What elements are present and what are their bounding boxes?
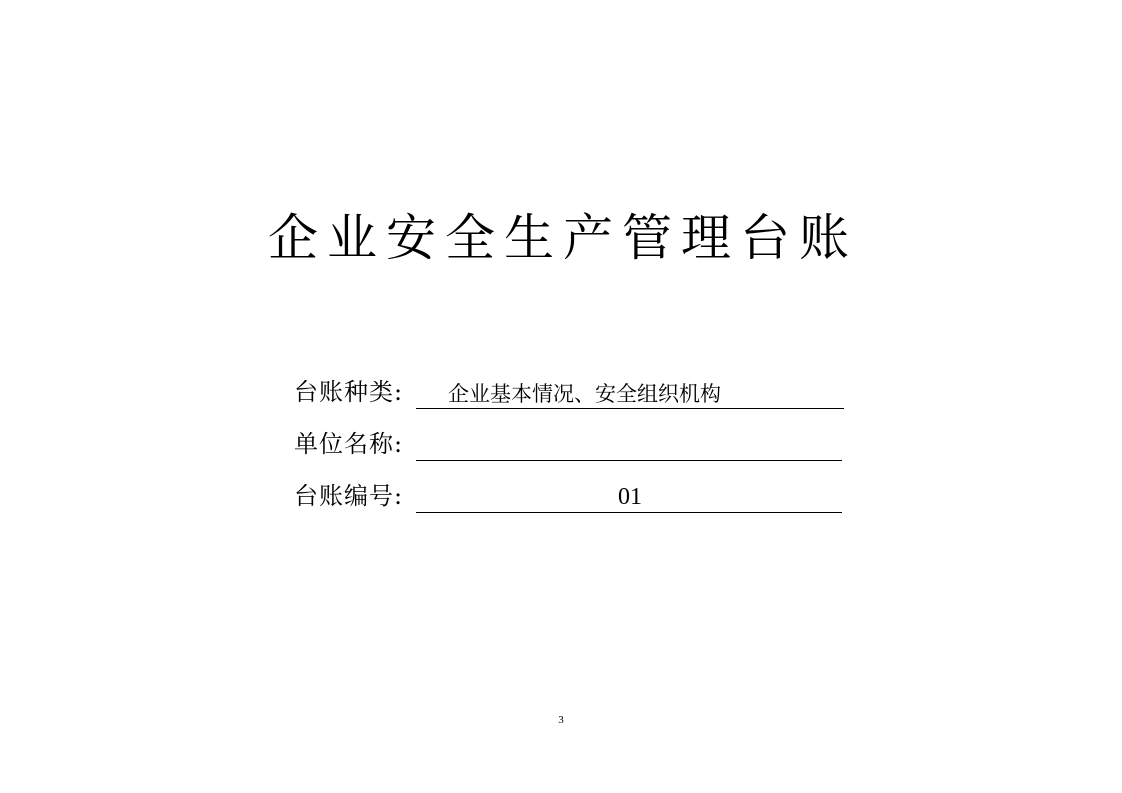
unit-name-label: 单位名称: <box>294 430 404 458</box>
ledger-type-value: 企业基本情况、安全组织机构 <box>448 382 721 406</box>
ledger-type-label: 台账种类: <box>294 378 404 406</box>
document-title: 企业安全生产管理台账 <box>268 209 858 267</box>
unit-name-row <box>294 424 854 464</box>
ledger-number-row <box>294 476 854 516</box>
ledger-number-label: 台账编号: <box>294 482 404 510</box>
ledger-type-row <box>294 372 854 412</box>
page-number: 3 <box>558 714 564 726</box>
unit-name-value <box>416 430 844 462</box>
ledger-number-value: 01 <box>618 484 642 510</box>
